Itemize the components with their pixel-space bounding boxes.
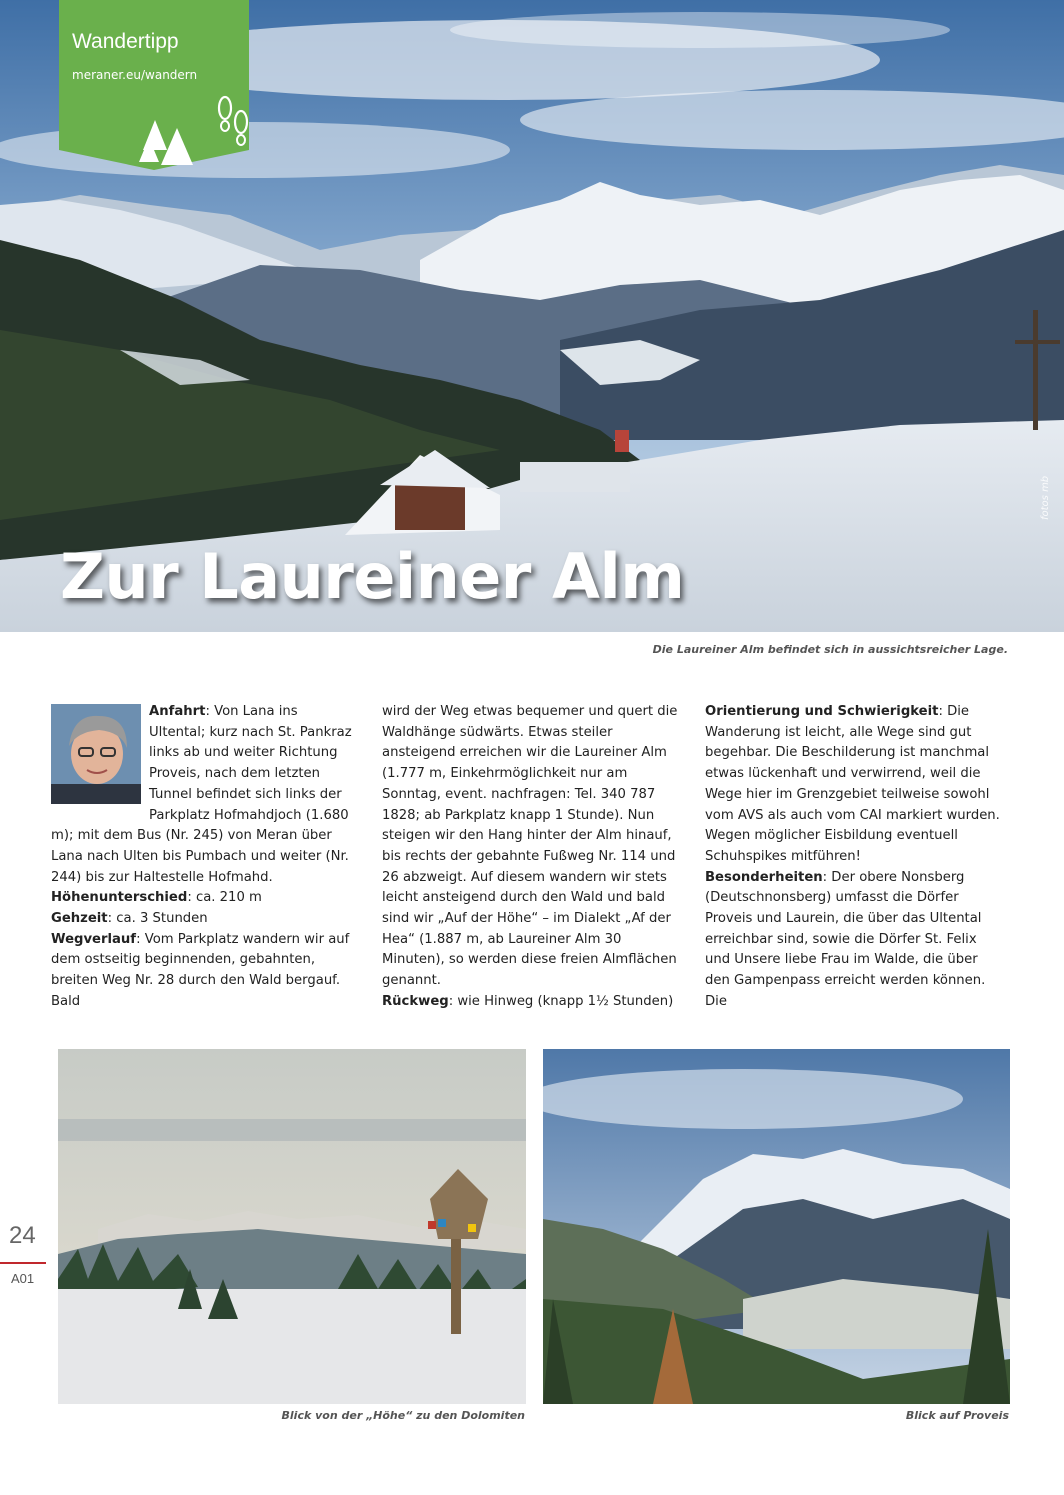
photo-dolomites xyxy=(58,1049,526,1404)
anfahrt-text: : Von Lana ins Ultental; kurz nach St. Pankraz links ab und weiter Richtung Proveis, nach dem letzten Tunnel befindet sich links der Parkplatz Hofmahdjoch (1.680 m); mit dem Bus (Nr. 245) von Meran über Lana nach Ulten bis Pumbach und weiter (Nr. 244) bis zur Haltestelle Hofmahd. xyxy=(51,704,352,885)
photo-proveis-caption: Blick auf Proveis xyxy=(905,1409,1009,1422)
badge-title: Wandertipp xyxy=(72,30,179,53)
besonderheiten-text: : Der obere Nonsberg (Deutschnonsberg) umfasst die Dörfer Proveis und Laurein, die über das Ultental erreichbar sind, sowie die Dörfer St. Felix und Unsere liebe Frau im Walde, die über den Gampenpass erreicht werden können. Die xyxy=(705,869,986,1009)
text-column-1 xyxy=(51,702,357,1013)
photo-credit: fotos mb xyxy=(1040,475,1051,520)
orientierung-text: : Die Wanderung ist leicht, alle Wege sind gut begehbar. Die Beschilderung ist manchmal etwas lückenhaft und verwirrend, weil die Wege hier im Grenzgebiet teilweise sowohl vom AVS als auch vom CAI markiert wurden. Wegen möglicher Eisbildung eventuell Schuhspikes mitführen! xyxy=(705,704,1000,864)
route-paragraph: wird der Weg etwas bequemer und quert die Waldhänge südwärts. Etwas steiler ansteigend erreichen wir die Laureiner Alm (1.777 m, Einkehrmöglichkeit nur am Sonntag, event. nachfragen: Tel. 340 787 1828; ab Parkplatz knapp 1 Stunde). Nun steigen wir den Hang hinter der Alm hinauf, bis rechts der gebahnte Fußweg Nr. 114 und 26 abzweigt. Auf diesem wandern wir stets leicht ansteigend durch den Wald und bald sind wir „Auf der Höhe“ – im Dialekt „Af der Hea“ (1.887 m, ab Laureiner Alm 30 Minuten), so werden diese freien Almflächen genannt. xyxy=(382,704,678,989)
hoehe-text: : ca. 210 m xyxy=(187,890,262,906)
gehzeit-paragraph xyxy=(51,909,357,930)
besonderheiten-label: Besonderheiten xyxy=(705,869,823,885)
hero-photo xyxy=(0,0,1064,632)
gehzeit-text: : ca. 3 Stunden xyxy=(107,911,208,927)
wegverlauf-label: Wegverlauf xyxy=(51,931,137,947)
footprints-icon xyxy=(213,92,253,152)
orientierung-paragraph xyxy=(705,702,1005,868)
hoehe-paragraph xyxy=(51,888,357,909)
rueckweg-paragraph xyxy=(382,992,688,1013)
page-number-rule xyxy=(0,1262,46,1264)
rueckweg-label: Rückweg xyxy=(382,993,449,1009)
edition-code: A01 xyxy=(11,1271,35,1286)
text-column-2 xyxy=(382,702,688,1013)
besonderheiten-paragraph xyxy=(705,868,1005,1013)
photo-proveis-landscape xyxy=(543,1049,1010,1404)
wegverlauf-text: : Vom Parkplatz wandern wir auf dem ostseitig beginnenden, gebahnten, breiten Weg Nr. 28 durch den Wald bergauf. Bald xyxy=(51,931,350,1009)
photo-dolomites-landscape xyxy=(58,1049,526,1404)
photo-dolomites-caption: Blick von der „Höhe“ zu den Dolomiten xyxy=(281,1409,525,1422)
hero-caption: Die Laureiner Alm befindet sich in aussichtsreicher Lage. xyxy=(652,643,1008,656)
text-column-3 xyxy=(705,702,1005,1013)
badge-url[interactable]: meraner.eu/wandern xyxy=(72,68,198,82)
wegverlauf-paragraph xyxy=(51,930,357,1013)
hoehe-label: Höhenunterschied xyxy=(51,890,188,906)
page-number: 24 xyxy=(9,1222,36,1249)
gehzeit-label: Gehzeit xyxy=(51,911,108,927)
photo-proveis xyxy=(543,1049,1010,1404)
page-title: Zur Laureiner Alm xyxy=(60,540,685,613)
anfahrt-label: Anfahrt xyxy=(149,704,206,719)
author-portrait xyxy=(51,704,141,804)
orientierung-label: Orientierung und Schwierigkeit xyxy=(705,704,939,719)
wandertipp-badge xyxy=(59,0,249,170)
rueckweg-text: : wie Hinweg (knapp 1½ Stunden) xyxy=(448,993,674,1009)
